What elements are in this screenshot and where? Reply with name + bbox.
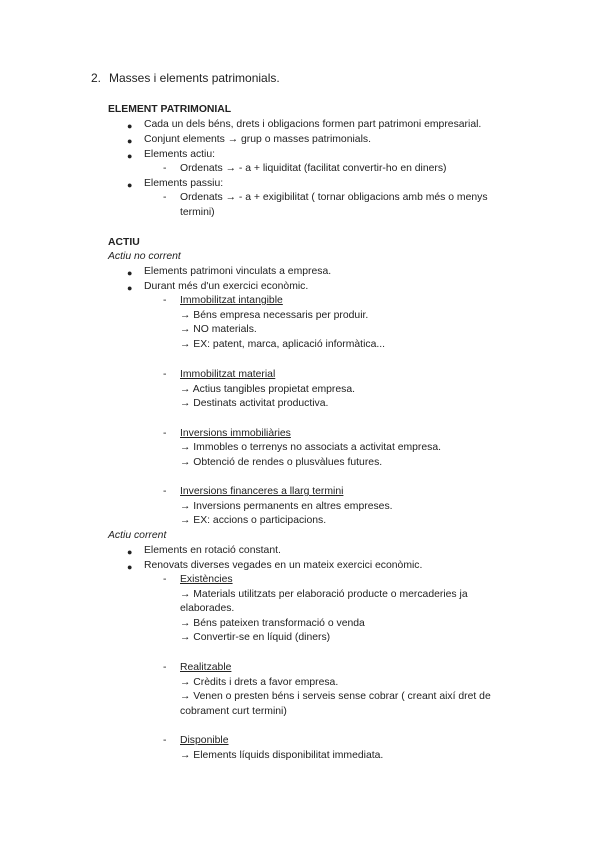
- bullet-icon: ●: [127, 562, 133, 572]
- bullet-icon: ●: [127, 136, 133, 146]
- list-item: Cada un dels béns, drets i obligacions formen part patrimoni empresarial.: [144, 119, 482, 130]
- category-title-existencies: Existències: [180, 574, 233, 585]
- list-item: Durant més d'un exercici econòmic.: [144, 281, 309, 292]
- dash-icon: -: [163, 369, 167, 380]
- list-subitem-continuation: termini): [180, 207, 215, 218]
- dash-icon: -: [163, 662, 167, 673]
- detail-line: → Crèdits i drets a favor empresa.: [180, 677, 339, 688]
- subsection-title-actiu-corrent: Actiu corrent: [108, 530, 167, 541]
- detail-line: → Actius tangibles propietat empresa.: [180, 384, 356, 395]
- detail-line: → Obtenció de rendes o plusvàlues futures.: [180, 457, 383, 468]
- dash-icon: -: [163, 192, 167, 203]
- detail-line: → Materials utilitzats per elaboració producte o mercaderies ja: [180, 589, 468, 600]
- detail-line-continuation: elaborades.: [180, 603, 235, 614]
- dash-icon: -: [163, 735, 167, 746]
- subsection-title-actiu-no-corrent: Actiu no corrent: [108, 251, 181, 262]
- detail-line: → Béns pateixen transformació o venda: [180, 618, 365, 629]
- detail-line: → EX: accions o participacions.: [180, 515, 327, 526]
- detail-line-continuation: cobrament curt termini): [180, 706, 287, 717]
- bullet-icon: ●: [127, 547, 133, 557]
- dash-icon: -: [163, 163, 167, 174]
- detail-line: → Inversions permanents en altres empreses.: [180, 501, 393, 512]
- list-item: Elements passiu:: [144, 178, 224, 189]
- heading-title: Masses i elements patrimonials.: [109, 71, 280, 85]
- list-item: Elements en rotació constant.: [144, 545, 281, 556]
- detail-line: → Immobles o terrenys no associats a activitat empresa.: [180, 442, 442, 453]
- bullet-icon: ●: [127, 283, 133, 293]
- list-item: Renovats diverses vegades en un mateix exercici econòmic.: [144, 560, 423, 571]
- dash-icon: -: [163, 486, 167, 497]
- detail-line: → EX: patent, marca, aplicació informàtica...: [180, 339, 386, 350]
- detail-line: → Convertir-se en líquid (diners): [180, 632, 331, 643]
- detail-line: → Destinats activitat productiva.: [180, 398, 329, 409]
- dash-icon: -: [163, 574, 167, 585]
- list-subitem: Ordenats → - a + exigibilitat ( tornar obligacions amb més o menys: [180, 192, 488, 203]
- category-title-financeres: Inversions financeres a llarg termini: [180, 486, 344, 497]
- detail-line: → NO materials.: [180, 324, 257, 335]
- category-title-intangible: Immobilitzat intangible: [180, 295, 283, 306]
- list-subitem: Ordenats → - a + liquiditat (facilitat convertir-ho en diners): [180, 163, 447, 174]
- section-title-element-patrimonial: ELEMENT PATRIMONIAL: [108, 104, 232, 115]
- section-title-actiu: ACTIU: [108, 237, 140, 248]
- category-title-immobiliaries: Inversions immobiliàries: [180, 428, 291, 439]
- heading-number: 2.: [91, 71, 102, 85]
- category-title-realitzable: Realitzable: [180, 662, 232, 673]
- dash-icon: -: [163, 295, 167, 306]
- category-title-disponible: Disponible: [180, 735, 229, 746]
- detail-line: → Béns empresa necessaris per produir.: [180, 310, 369, 321]
- bullet-icon: ●: [127, 151, 133, 161]
- category-title-material: Immobilitzat material: [180, 369, 276, 380]
- bullet-icon: ●: [127, 268, 133, 278]
- list-item: Conjunt elements → grup o masses patrimonials.: [144, 134, 371, 145]
- detail-line: → Elements líquids disponibilitat immediata.: [180, 750, 384, 761]
- detail-line: → Venen o presten béns i serveis sense cobrar ( creant així dret de: [180, 691, 491, 702]
- bullet-icon: ●: [127, 121, 133, 131]
- list-item: Elements patrimoni vinculats a empresa.: [144, 266, 332, 277]
- bullet-icon: ●: [127, 180, 133, 190]
- list-item: Elements actiu:: [144, 149, 216, 160]
- dash-icon: -: [163, 428, 167, 439]
